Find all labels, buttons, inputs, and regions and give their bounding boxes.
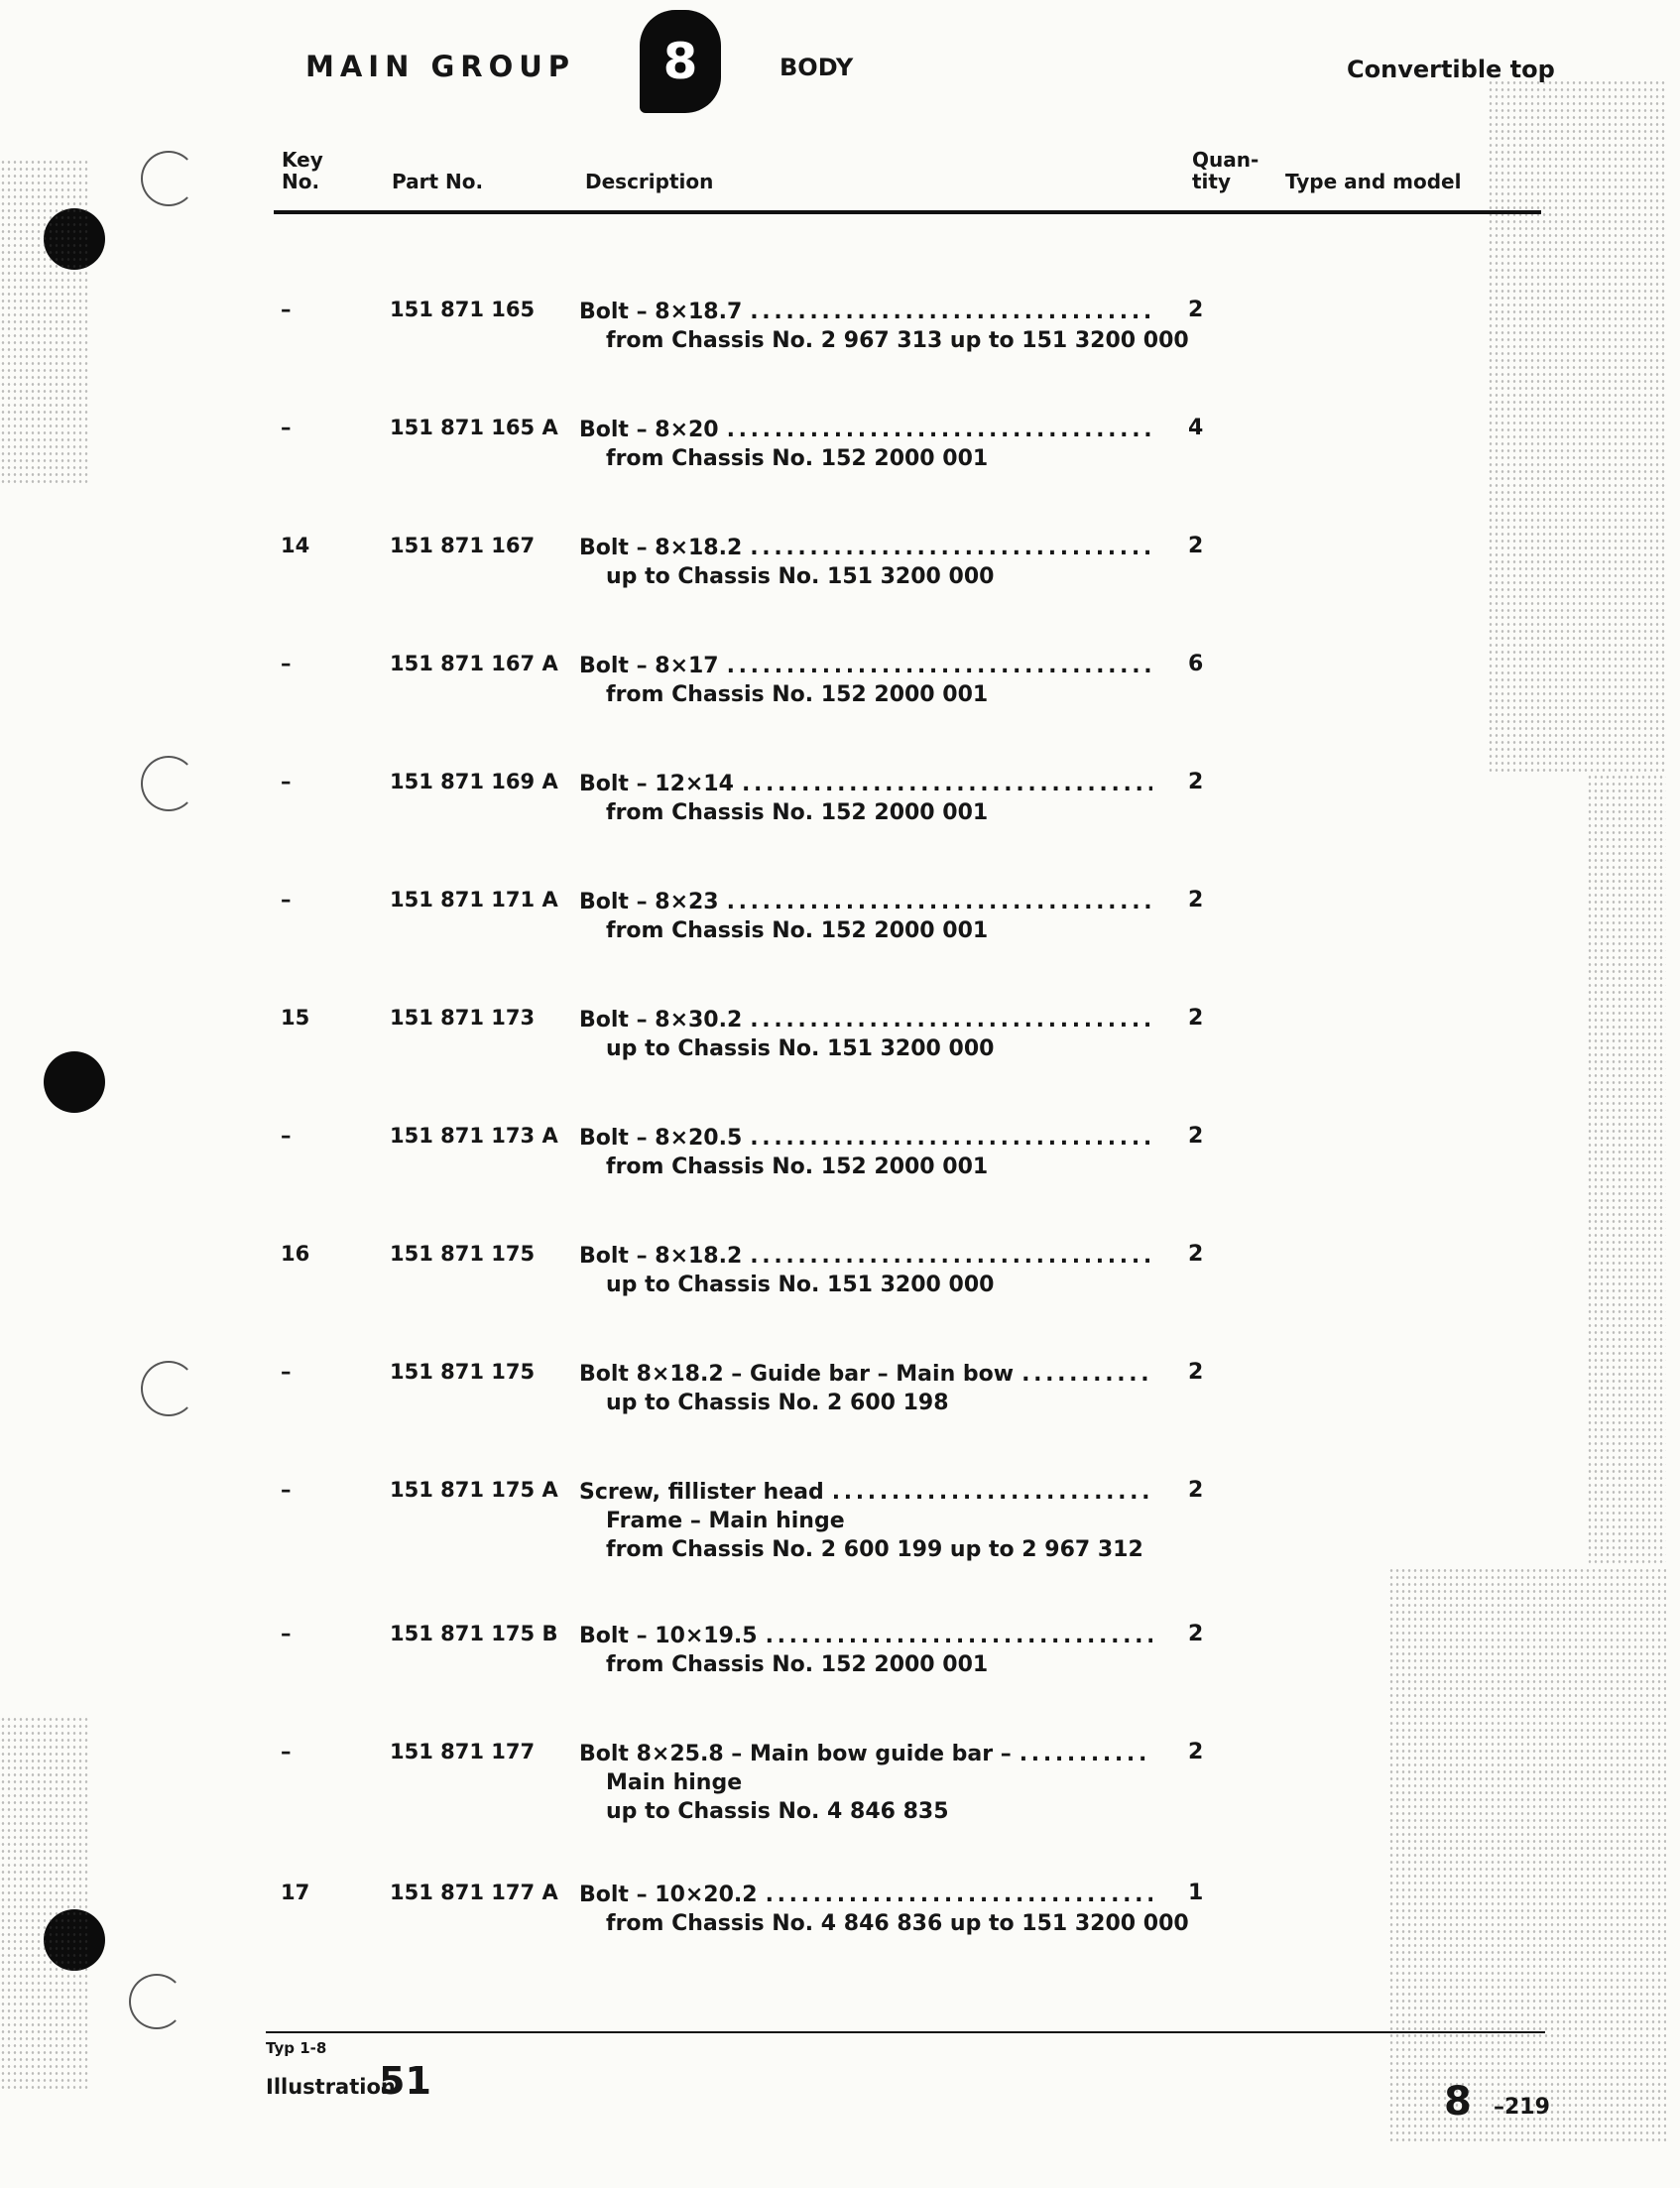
part-number: 151 871 177 xyxy=(390,1740,536,1763)
key-number: 15 xyxy=(281,1006,310,1030)
description xyxy=(579,1124,1152,1181)
part-number: 151 871 169 A xyxy=(390,770,558,793)
key-number: – xyxy=(281,1124,292,1148)
quantity: 6 xyxy=(1188,652,1204,676)
part-number: 151 871 173 A xyxy=(390,1124,558,1148)
quantity: 2 xyxy=(1188,1242,1204,1267)
description-note: up to Chassis No. 4 846 835 xyxy=(606,1799,949,1824)
description xyxy=(579,416,1152,473)
table-row xyxy=(0,1242,1680,1331)
table-row xyxy=(0,652,1680,741)
dot-leader xyxy=(727,888,1152,916)
header-rule xyxy=(274,210,1541,214)
dot-leader xyxy=(832,1478,1152,1507)
key-number: – xyxy=(281,1478,292,1502)
description-text: Bolt 8×18.2 – Guide bar – Main bow xyxy=(579,1362,1015,1387)
key-number: 17 xyxy=(281,1881,310,1904)
description-note: from Chassis No. 152 2000 001 xyxy=(606,446,989,471)
description-main-line xyxy=(579,416,1152,444)
description xyxy=(579,1622,1152,1679)
description-note: from Chassis No. 2 600 199 up to 2 967 312 xyxy=(606,1537,1143,1562)
group-name: BODY xyxy=(780,54,854,81)
quantity: 1 xyxy=(1188,1881,1204,1905)
description xyxy=(579,1478,1152,1564)
description xyxy=(579,652,1152,709)
key-number: – xyxy=(281,770,292,793)
part-number: 151 871 173 xyxy=(390,1006,536,1030)
table-row xyxy=(0,1360,1680,1449)
description-text: Bolt – 10×19.5 xyxy=(579,1624,758,1648)
description-text: Bolt – 12×14 xyxy=(579,772,734,796)
description-note: up to Chassis No. 2 600 198 xyxy=(606,1391,949,1415)
part-number: 151 871 175 A xyxy=(390,1478,558,1502)
part-number: 151 871 167 A xyxy=(390,652,558,675)
column-header-description: Description xyxy=(585,170,714,193)
description-main-line xyxy=(579,770,1152,798)
description-main-line xyxy=(579,298,1152,326)
table-row xyxy=(0,416,1680,505)
description-note: from Chassis No. 4 846 836 up to 151 3200 000 xyxy=(606,1911,1189,1936)
description xyxy=(579,1360,1152,1417)
illustration-label: Illustration xyxy=(266,2075,396,2099)
table-row xyxy=(0,888,1680,977)
table-row xyxy=(0,1006,1680,1095)
description-text: Bolt – 8×30.2 xyxy=(579,1008,743,1033)
description xyxy=(579,888,1152,945)
part-number: 151 871 175 xyxy=(390,1360,536,1384)
description-text: Screw, fillister head xyxy=(579,1480,824,1505)
table-row xyxy=(0,1881,1680,1970)
description-main-line xyxy=(579,652,1152,680)
part-number: 151 871 167 xyxy=(390,534,536,557)
description-text: Bolt – 10×20.2 xyxy=(579,1883,758,1907)
description-note: from Chassis No. 152 2000 001 xyxy=(606,1652,989,1677)
description-note: up to Chassis No. 151 3200 000 xyxy=(606,1273,995,1297)
quantity: 2 xyxy=(1188,770,1204,794)
description-main-line xyxy=(579,1881,1152,1909)
description xyxy=(579,1740,1152,1826)
column-header-part-no: Part No. xyxy=(392,170,484,193)
quantity: 2 xyxy=(1188,1360,1204,1385)
description xyxy=(579,1881,1189,1938)
column-header-quantity xyxy=(1192,149,1259,192)
dot-leader xyxy=(750,1124,1152,1153)
quantity: 2 xyxy=(1188,1740,1204,1764)
description xyxy=(579,534,1152,591)
description-note: from Chassis No. 2 967 313 up to 151 3200 000 xyxy=(606,328,1189,353)
description-text: Bolt – 8×17 xyxy=(579,654,719,678)
description xyxy=(579,1006,1152,1063)
quantity: 2 xyxy=(1188,1622,1204,1646)
key-number: – xyxy=(281,298,292,321)
description-note: from Chassis No. 152 2000 001 xyxy=(606,682,989,707)
part-number: 151 871 165 A xyxy=(390,416,558,439)
part-number: 151 871 175 B xyxy=(390,1622,558,1645)
dot-leader xyxy=(742,770,1152,798)
description-note: Frame – Main hinge xyxy=(606,1509,845,1533)
description-main-line xyxy=(579,1124,1152,1153)
description-text: Bolt 8×25.8 – Main bow guide bar – xyxy=(579,1742,1012,1766)
description-text: Bolt – 8×18.2 xyxy=(579,1244,743,1269)
quantity: 2 xyxy=(1188,1006,1204,1031)
table-row xyxy=(0,298,1680,387)
dot-leader xyxy=(766,1881,1152,1909)
dot-leader xyxy=(1020,1740,1152,1768)
group-number-badge: 8 xyxy=(640,10,721,113)
description-note: from Chassis No. 152 2000 001 xyxy=(606,1155,989,1179)
quantity: 2 xyxy=(1188,888,1204,912)
quantity: 2 xyxy=(1188,298,1204,322)
description-note: up to Chassis No. 151 3200 000 xyxy=(606,564,995,589)
dot-leader xyxy=(766,1622,1152,1650)
description-main-line xyxy=(579,1242,1152,1271)
table-row xyxy=(0,1740,1680,1829)
description-main-line xyxy=(579,1622,1152,1650)
part-number: 151 871 165 xyxy=(390,298,536,321)
main-group-title: MAIN GROUP xyxy=(305,50,576,83)
table-row xyxy=(0,534,1680,623)
description-text: Bolt – 8×20 xyxy=(579,418,719,442)
column-header-type-model: Type and model xyxy=(1285,170,1462,193)
reinforcement-ring-bottom xyxy=(129,1974,184,2029)
quantity: 2 xyxy=(1188,1124,1204,1149)
column-header-key-no xyxy=(282,149,323,192)
key-number: – xyxy=(281,652,292,675)
description-text: Bolt – 8×20.5 xyxy=(579,1126,743,1151)
quantity: 2 xyxy=(1188,1478,1204,1503)
column-header-key-line2: No. xyxy=(282,170,320,193)
description-note: up to Chassis No. 151 3200 000 xyxy=(606,1036,995,1061)
description-text: Bolt – 8×18.2 xyxy=(579,536,743,560)
dot-leader xyxy=(727,652,1152,680)
table-row xyxy=(0,1478,1680,1567)
column-header-quantity-line2: tity xyxy=(1192,170,1232,193)
section-title: Convertible top xyxy=(1347,56,1555,83)
key-number: 16 xyxy=(281,1242,310,1266)
key-number: – xyxy=(281,888,292,912)
part-number: 151 871 177 A xyxy=(390,1881,558,1904)
quantity: 4 xyxy=(1188,416,1204,440)
column-header-quantity-line1: Quan- xyxy=(1192,148,1260,172)
description xyxy=(579,770,1152,827)
description-main-line xyxy=(579,1360,1152,1389)
key-number: – xyxy=(281,1360,292,1384)
description-main-line xyxy=(579,888,1152,916)
description-note: Main hinge xyxy=(606,1770,743,1795)
dot-leader xyxy=(750,534,1152,562)
key-number: – xyxy=(281,1622,292,1645)
footer-rule xyxy=(266,2031,1545,2033)
quantity: 2 xyxy=(1188,534,1204,558)
dot-leader xyxy=(750,298,1152,326)
description-note: from Chassis No. 152 2000 001 xyxy=(606,918,989,943)
part-number: 151 871 175 xyxy=(390,1242,536,1266)
illustration-number: 51 xyxy=(379,2059,431,2103)
page-number-group: 8 xyxy=(1444,2079,1472,2125)
description xyxy=(579,298,1189,355)
description-note: from Chassis No. 152 2000 001 xyxy=(606,800,989,825)
description-main-line xyxy=(579,534,1152,562)
key-number: 14 xyxy=(281,534,310,557)
part-number: 151 871 171 A xyxy=(390,888,558,912)
description-main-line xyxy=(579,1006,1152,1034)
description xyxy=(579,1242,1152,1299)
dot-leader xyxy=(750,1006,1152,1034)
key-number: – xyxy=(281,1740,292,1763)
key-number: – xyxy=(281,416,292,439)
description-text: Bolt – 8×23 xyxy=(579,890,719,914)
table-row xyxy=(0,770,1680,859)
page-number-sub: –219 xyxy=(1494,2095,1550,2120)
dot-leader xyxy=(727,416,1152,444)
description-text: Bolt – 8×18.7 xyxy=(579,300,743,324)
description-main-line xyxy=(579,1478,1152,1507)
dot-leader xyxy=(750,1242,1152,1271)
reinforcement-ring-top xyxy=(141,151,196,206)
dot-leader xyxy=(1021,1360,1152,1389)
column-header-key-line1: Key xyxy=(282,148,323,172)
table-row xyxy=(0,1124,1680,1213)
type-code: Typ 1-8 xyxy=(266,2039,327,2057)
description-main-line xyxy=(579,1740,1152,1768)
table-row xyxy=(0,1622,1680,1711)
